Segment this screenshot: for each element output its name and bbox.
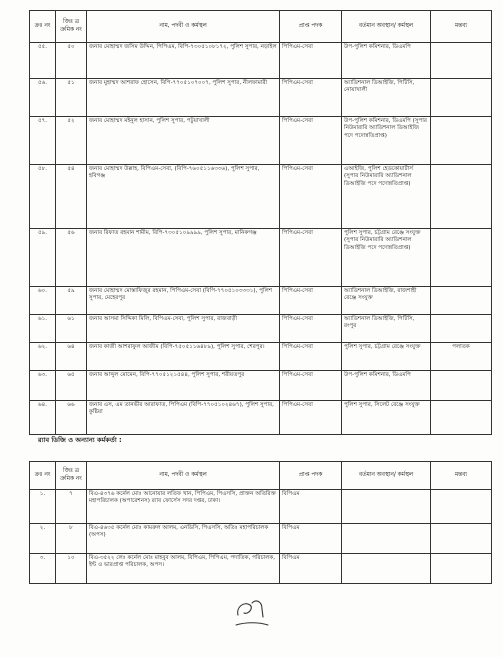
gradation-serial-cell: ৫২	[56, 117, 87, 165]
name-cell: জনাব মোহাম্মদ মইনুল হাসান, পুলিশ সুপার, পটুয়াখালী	[87, 117, 280, 165]
current-posting-cell	[342, 554, 431, 584]
name-cell: জনাব রিফাত রহমান শামীম, বিপি-৭৩০৫১০৯৯৯৯, পুলিশ সুপার, মানিকগঞ্জ	[87, 229, 280, 287]
gradation-serial-cell: ৫৯	[56, 287, 87, 315]
medal-cell: বিপিএম	[280, 554, 342, 584]
remarks-cell	[431, 229, 492, 287]
medal-cell: বিপিএম	[280, 524, 342, 554]
serial-cell: ৬০.	[30, 287, 56, 315]
header-medal: প্রাপ্ত পদক	[280, 11, 342, 43]
table-row	[30, 79, 492, 117]
table-row	[30, 490, 492, 524]
rab-officers-table	[29, 461, 492, 584]
header-current-posting: বর্তমান অবস্থান/ কর্মস্থল	[342, 11, 431, 43]
gradation-serial-cell: ৫৪	[56, 165, 87, 229]
current-posting-cell	[342, 524, 431, 554]
name-cell: জনাব এস, এম তানভীর আরাফাত, পিপিএম (বিপি-৭৭০৫১০২৪৬৭), পুলিশ সুপার, কুষ্টিয়া	[87, 401, 280, 435]
header-remarks: মন্তব্য	[431, 462, 492, 490]
serial-cell: ৫৭.	[30, 117, 56, 165]
table-header-row	[30, 462, 492, 490]
medal-cell: পিপিএম-সেবা	[280, 371, 342, 401]
current-posting-cell: পুলিশ সুপার, সিলেট রেঞ্জে সংযুক্ত	[342, 401, 431, 435]
name-cell: জনাব কাজী আশরাফুল আজীম (বিপি-৭৫০৫১১৬৪৮৯), পুলিশ সুপার, শেরপুর।	[87, 343, 280, 371]
serial-cell: ৫৬.	[30, 79, 56, 117]
serial-cell: ৬৩.	[30, 371, 56, 401]
current-posting-cell: পুলিশ সুপার, চট্টগ্রাম রেঞ্জে সংযুক্ত	[342, 343, 431, 371]
table-row	[30, 343, 492, 371]
medal-cell: পিপিএম-সেবা	[280, 315, 342, 343]
header-gradation-serial: জিঃ ত্র ক্রমিক নং	[56, 11, 87, 43]
current-posting-cell: অ্যাডিশনাল ডিআইজি, পিটিসি, রংপুর	[342, 315, 431, 343]
gradation-serial-cell: ৬৪	[56, 343, 87, 371]
current-posting-cell: এআইজি, পুলিশ হেডকোয়ার্টার্স (সুপার নিউমারারি অ্যাডিশনাল ডিআইজি পদে পদোন্নতিপ্রাপ্ত)	[342, 165, 431, 229]
header-serial: ক্রঃ নং	[30, 11, 56, 43]
officers-table	[29, 10, 492, 435]
gradation-serial-cell: ৫০	[56, 43, 87, 79]
serial-cell: ৫৫.	[30, 43, 56, 79]
table-row	[30, 315, 492, 343]
gradation-serial-cell: ১০	[56, 554, 87, 584]
serial-cell: ৬৪.	[30, 401, 56, 435]
header-current-posting: বর্তমান অবস্থান/ কর্মস্থল	[342, 462, 431, 490]
medal-cell: পিপিএম-সেবা	[280, 79, 342, 117]
current-posting-cell: অ্যাডিশনাল ডিআইজি, পিটিসি, নোয়াখালী	[342, 79, 431, 117]
gradation-serial-cell: ৬১	[56, 315, 87, 343]
name-cell: জনাব মোহাম্মদ উল্লাহ, বিপিএম-সেবা, (বিপি-৭৬০৫১১৬৩৩৬), পুলিশ সুপার, হবিগঞ্জ	[87, 165, 280, 229]
serial-cell: ৬১.	[30, 315, 56, 343]
remarks-cell	[431, 524, 492, 554]
header-serial: ক্রঃ নং	[30, 462, 56, 490]
gradation-serial-cell: ৫১	[56, 79, 87, 117]
table-row	[30, 287, 492, 315]
header-name: নাম, পদবী ও কর্মস্থল	[87, 462, 280, 490]
remarks-cell	[431, 401, 492, 435]
medal-cell: পিপিএম-সেবা	[280, 229, 342, 287]
name-cell: জনাব আসমা সিদ্দিকা মিলি, বিপিএম-সেবা, পুলিশ সুপার, রাজবাড়ী	[87, 315, 280, 343]
gradation-serial-cell: ৭	[56, 490, 87, 524]
remarks-cell	[431, 287, 492, 315]
table-row	[30, 43, 492, 79]
medal-cell: পিপিএম-সেবা	[280, 401, 342, 435]
remarks-cell	[431, 117, 492, 165]
remarks-cell	[431, 79, 492, 117]
name-cell: জনাব মোহাম্মদ মোস্তাফিজুর রহমান, পিপিএম-সেবা (বিপি-৭৭০৫১০৩৩৩১), পুলিশ সুপার, মেহেরপুর	[87, 287, 280, 315]
header-name: নাম, পদবী ও কর্মস্থল	[87, 11, 280, 43]
serial-cell: ১.	[30, 490, 56, 524]
serial-cell: ৫৮.	[30, 165, 56, 229]
table-row	[30, 165, 492, 229]
medal-cell: বিপিএম	[280, 490, 342, 524]
table-header-row	[30, 11, 492, 43]
table-row	[30, 401, 492, 435]
header-medal: প্রাপ্ত পদক	[280, 462, 342, 490]
name-cell: বিএ-৪৩৭৬ কর্নেল মোঃ আনোয়ার লতিফ খান, পিপিএম, পিএসসি, প্রাক্তন অতিরিক্ত মহাপরিচালক (অপারেশনস) র‍্যাব ফোর্সেস সদর দপ্তর, ঢাকা।	[87, 490, 280, 524]
header-gradation-serial: জিঃ ত্র ক্রমিক নং	[56, 462, 87, 490]
current-posting-cell: উপ-পুলিশ কমিশনার, ডিএমপি (সুপার নিউমারারি অ্যাডিশনাল ডিআইজি পদে পদোন্নতিপ্রাপ্ত)	[342, 117, 431, 165]
name-cell: বিএ-৩৫২২ লেঃ কর্নেল মোঃ মাহবুব আলম, বিপিএম, পিপিএম, পদাতিক, পরিচালক, ইন্ট ও ভারপ্রাপ্ত পরিচালক, অপস।	[87, 554, 280, 584]
remarks-cell	[431, 43, 492, 79]
name-cell: জনাব আব্দুল মোমেন, বিপি-৭৭০৫১২১৫৪৪, পুলিশ সুপার, শরীয়তপুর	[87, 371, 280, 401]
table-row	[30, 524, 492, 554]
section-title: র‍্যাব ডিজি ও অন্যান্য কর্মকর্তা :	[38, 436, 122, 444]
table-row	[30, 554, 492, 584]
serial-cell: ৩.	[30, 554, 56, 584]
name-cell: বিএ-৪৬৩৫ কর্নেল মোঃ কামরুল আলম, এনডিসি, পিএসসি, অতিঃ মহাপরিচালক (অপস)	[87, 524, 280, 554]
current-posting-cell: পুলিশ সুপার, চট্টগ্রাম রেঞ্জে সংযুক্ত (সুপার নিউমারারি অ্যাডিশনাল ডিআইজি পদে পদোন্নতিপ্রাপ্ত)	[342, 229, 431, 287]
medal-cell: পিপিএম-সেবা	[280, 343, 342, 371]
remarks-cell	[431, 554, 492, 584]
gradation-serial-cell: ৮	[56, 524, 87, 554]
remarks-cell	[431, 490, 492, 524]
medal-cell: পিপিএম-সেবা	[280, 165, 342, 229]
serial-cell: ৬২.	[30, 343, 56, 371]
medal-cell: পিপিএম-সেবা	[280, 287, 342, 315]
serial-cell: ৫৯.	[30, 229, 56, 287]
table-row	[30, 229, 492, 287]
name-cell: জনাব মুহাম্মদ আশরাফ হোসেন, বিপি-৭৭০৫১০৭০০৭, পুলিশ সুপার, নীলফামারী	[87, 79, 280, 117]
remarks-cell	[431, 165, 492, 229]
gradation-serial-cell: ৫৬	[56, 229, 87, 287]
header-remarks: মন্তব্য	[431, 11, 492, 43]
current-posting-cell	[342, 490, 431, 524]
medal-cell: পিপিএম-সেবা	[280, 117, 342, 165]
table-row	[30, 371, 492, 401]
name-cell: জনাব মোহাম্মদ জসিম উদ্দিন, পিপিএম, বিপি-৭৩০৫১০৮১৭২, পুলিশ সুপার, নড়াইল	[87, 43, 280, 79]
medal-cell: পিপিএম-সেবা	[280, 43, 342, 79]
current-posting-cell: উপ-পুলিশ কমিশনার, ডিএমপি	[342, 371, 431, 401]
remarks-cell: পলাতক	[431, 343, 492, 371]
remarks-cell	[431, 371, 492, 401]
current-posting-cell: উপ-পুলিশ কমিশনার, ডিএমপি	[342, 43, 431, 79]
handwritten-page-number	[232, 595, 272, 629]
gradation-serial-cell: ৬৬	[56, 401, 87, 435]
table-row	[30, 117, 492, 165]
current-posting-cell: অ্যাডিশনাল ডিআইজি, রাজশাহী রেঞ্জে সংযুক্ত	[342, 287, 431, 315]
gradation-serial-cell: ৬৫	[56, 371, 87, 401]
remarks-cell	[431, 315, 492, 343]
serial-cell: ২.	[30, 524, 56, 554]
